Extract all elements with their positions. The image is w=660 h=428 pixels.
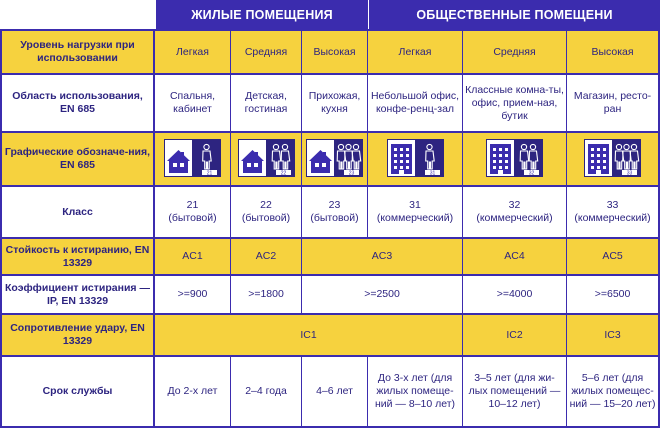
area-cell: Прихожая, кухня xyxy=(302,73,368,131)
life-cell: 5–6 лет (для жилых помещеc-ний — 15–20 лет) xyxy=(567,355,660,428)
building-two-persons-icon xyxy=(486,139,543,177)
class-cell xyxy=(155,185,231,237)
area-cell: Классные комна-ты, офис, прием-ная, бутик xyxy=(463,73,567,131)
load-row xyxy=(0,29,660,73)
life-cell: 4–6 лет xyxy=(302,355,368,428)
life-cell: До 3-х лет (для жилых помеще-ний — 8–10 лет) xyxy=(368,355,463,428)
header-corner xyxy=(0,0,155,29)
class-row xyxy=(0,185,660,237)
svg-text:22: 22 xyxy=(280,169,286,176)
class-number: 23 xyxy=(328,199,341,211)
class-number: 31 xyxy=(409,199,421,211)
impact-cell: IC2 xyxy=(463,313,567,355)
class-number: 22 xyxy=(260,199,272,211)
abrasion-cell: AC1 xyxy=(155,237,231,274)
area-cell: Магазин, ресто-ран xyxy=(567,73,660,131)
abrasion-label: Стойкость к истиранию, EN 13329 xyxy=(0,237,155,274)
class-cell xyxy=(302,185,368,237)
life-cell: 3–5 лет (для жи-лых помещений — 10–12 лет) xyxy=(463,355,567,428)
life-cell: 2–4 года xyxy=(231,355,302,428)
area-label: Область использования, EN 685 xyxy=(0,73,155,131)
header-row xyxy=(0,0,660,29)
abrasion-row xyxy=(0,237,660,274)
area-cell: Небольшой офис, конфе-ренц-зал xyxy=(368,73,463,131)
svg-text:23: 23 xyxy=(348,169,355,176)
load-cell: Средняя xyxy=(463,29,567,73)
area-cell: Спальня, кабинет xyxy=(155,73,231,131)
impact-label: Сопротивление удару, EN 13329 xyxy=(0,313,155,355)
class-type: (коммерческий) xyxy=(376,212,454,224)
house-three-persons-icon xyxy=(306,139,363,177)
symbols-row xyxy=(0,131,660,185)
svg-text:31: 31 xyxy=(429,169,435,176)
impact-row xyxy=(0,313,660,355)
abrasion-cell: AC3 xyxy=(302,237,463,274)
svg-text:32: 32 xyxy=(528,169,535,176)
area-cell: Детская, гостиная xyxy=(231,73,302,131)
life-row xyxy=(0,355,660,428)
building-one-person-icon xyxy=(387,139,444,177)
symbols-label: Графические обозначе-ния, EN 685 xyxy=(0,131,155,185)
life-cell: До 2-х лет xyxy=(155,355,231,428)
coefficient-cell: >=6500 xyxy=(567,274,660,313)
load-cell: Высокая xyxy=(567,29,660,73)
house-two-persons-icon xyxy=(238,139,295,177)
coefficient-row xyxy=(0,274,660,313)
load-cell: Средняя xyxy=(231,29,302,73)
class-type: (бытовой) xyxy=(241,212,291,224)
svg-text:33: 33 xyxy=(626,169,633,176)
coefficient-cell: >=1800 xyxy=(231,274,302,313)
abrasion-cell: AC2 xyxy=(231,237,302,274)
life-label: Срок службы xyxy=(0,355,155,428)
load-cell: Легкая xyxy=(368,29,463,73)
class-number: 32 xyxy=(508,199,521,211)
building-three-persons-icon xyxy=(584,139,641,177)
svg-text:21: 21 xyxy=(206,169,213,176)
residential-header: ЖИЛЫЕ ПОМЕЩЕНИЯ xyxy=(155,0,368,29)
class-number: 33 xyxy=(606,199,619,211)
class-number: 21 xyxy=(186,199,199,211)
class-cell xyxy=(231,185,302,237)
impact-cell: IC1 xyxy=(155,313,463,355)
class-cell xyxy=(368,185,463,237)
public-header: ОБЩЕСТВЕННЫЕ ПОМЕЩЕНИ xyxy=(368,0,660,29)
coefficient-cell: >=4000 xyxy=(463,274,567,313)
load-cell: Легкая xyxy=(155,29,231,73)
class-type: (бытовой) xyxy=(310,212,359,224)
coefficient-cell: >=900 xyxy=(155,274,231,313)
load-label: Уровень нагрузки при использовании xyxy=(0,29,155,73)
abrasion-cell: AC4 xyxy=(463,237,567,274)
class-cell xyxy=(463,185,567,237)
class-type: (бытовой) xyxy=(168,212,217,224)
impact-cell: IC3 xyxy=(567,313,660,355)
load-cell: Высокая xyxy=(302,29,368,73)
class-type: (коммерческий) xyxy=(476,212,553,224)
house-one-person-icon xyxy=(164,139,221,177)
coefficient-cell: >=2500 xyxy=(302,274,463,313)
class-cell xyxy=(567,185,660,237)
class-label: Класс xyxy=(0,185,155,237)
class-type: (коммерческий) xyxy=(574,212,651,224)
abrasion-cell: AC5 xyxy=(567,237,660,274)
area-row xyxy=(0,73,660,131)
coefficient-label: Коэффициент истирания — IP, EN 13329 xyxy=(0,274,155,313)
